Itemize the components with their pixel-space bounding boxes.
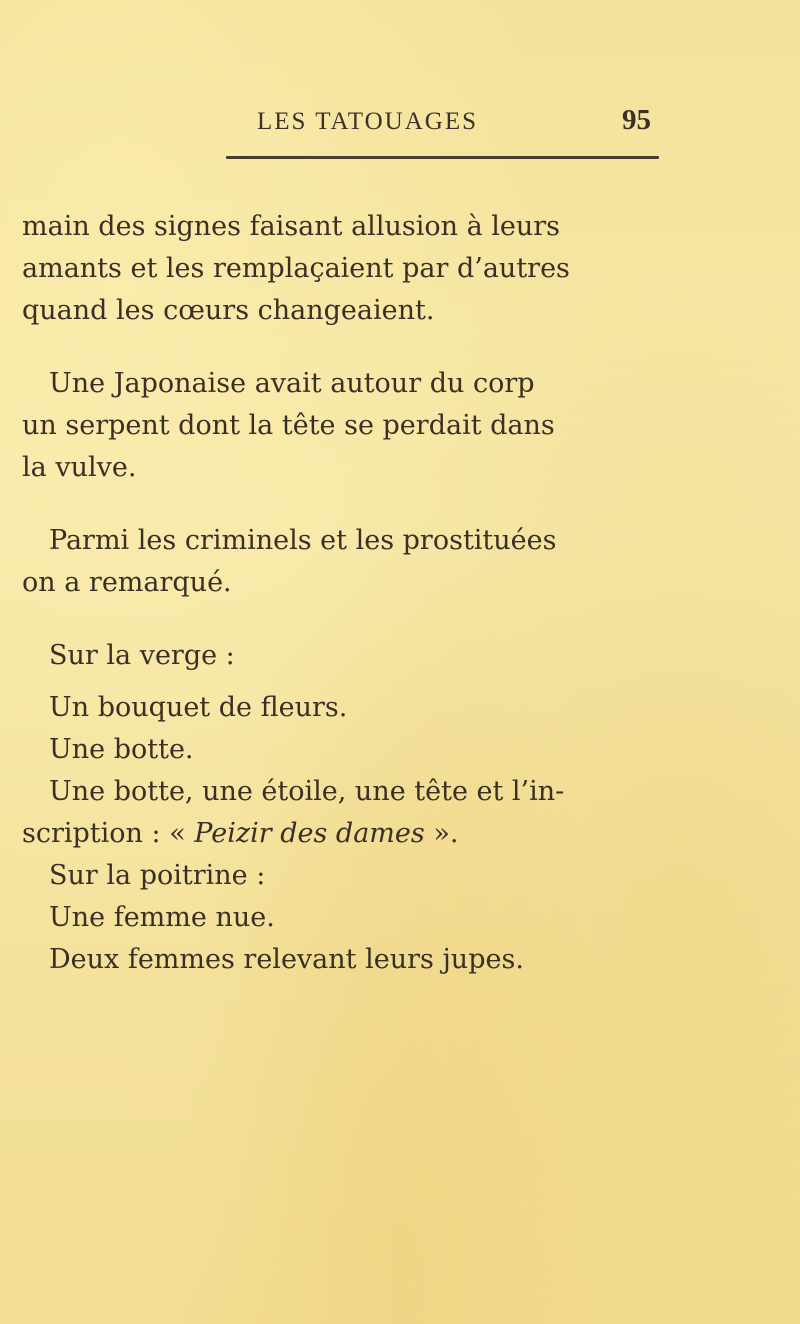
running-head [225,104,655,144]
list-item [22,813,662,855]
list-item: Deux femmes relevant leurs jupes. [49,944,524,975]
text-line: quand les cœurs changeaient. [22,295,435,326]
text-line: un serpent dont la tête se perdait dans [22,410,555,441]
inscription-prefix: scription : « [22,818,195,849]
body-text [22,206,662,981]
list-item: Une femme nue. [49,902,275,933]
inscription-suffix: ». [424,818,459,849]
text-line: la vulve. [22,452,137,483]
text-line: on a remarqué. [22,567,232,598]
inscription-text: Peizir des dames [194,818,425,849]
list-item: Une botte. [49,734,194,765]
text-line: Une Japonaise avait autour du corp [49,368,535,399]
text-line: amants et les remplaçaient par d’autres [22,253,570,284]
list-item: Un bouquet de fleurs. [49,692,348,723]
running-title: LES TATOUAGES [257,108,479,135]
list-item: Une botte, une étoile, une tête et l’in- [49,776,565,807]
header-rule [226,156,659,159]
text-line: main des signes faisant allusion à leurs [22,211,561,242]
page-number: 95 [622,104,651,136]
list-item: Sur la poitrine : [49,860,266,891]
text-line: Parmi les criminels et les prostituées [49,525,557,556]
text-line: Sur la verge : [49,640,235,671]
